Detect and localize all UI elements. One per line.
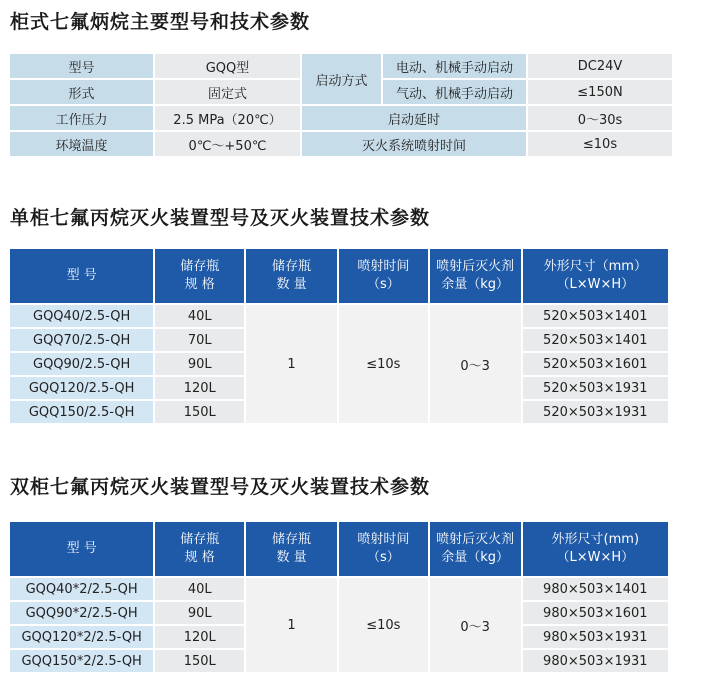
pressure-value: 2.5 MPa（20℃） xyxy=(155,106,300,130)
model-cell: GQQ120*2/2.5-QH xyxy=(10,626,153,648)
residual-cell: 0～3 xyxy=(430,578,521,672)
model-value: GQQ型 xyxy=(155,54,300,78)
section3-title: 双柜七氟丙烷灭火装置型号及灭火装置技术参数 xyxy=(10,476,431,498)
qty-cell: 1 xyxy=(246,305,337,423)
residual-cell: 0～3 xyxy=(430,305,521,423)
form-value: 固定式 xyxy=(155,80,300,104)
volume-cell: 90L xyxy=(155,353,244,375)
section1-title: 柜式七氟炳烷主要型号和技术参数 xyxy=(10,11,311,33)
header-spray-time: 喷射时间 （s） xyxy=(339,522,428,576)
env-temp-label: 环境温度 xyxy=(10,132,153,156)
dimension-cell: 520×503×1601 xyxy=(523,353,668,375)
dimension-cell: 980×503×1931 xyxy=(523,650,668,672)
volume-cell: 70L xyxy=(155,329,244,351)
model-cell: GQQ120/2.5-QH xyxy=(10,377,153,399)
header-cylinder-spec: 储存瓶 规 格 xyxy=(155,522,244,576)
start2-value: ≤150N xyxy=(528,80,672,104)
header-dimensions: 外形尺寸(mm) （L×W×H） xyxy=(523,522,668,576)
table-row xyxy=(10,578,668,600)
dimension-cell: 980×503×1601 xyxy=(523,602,668,624)
start-mode-label: 启动方式 xyxy=(302,54,381,104)
main-specs-table xyxy=(8,52,674,158)
dimension-cell: 980×503×1931 xyxy=(523,626,668,648)
dimension-cell: 980×503×1401 xyxy=(523,578,668,600)
header-model: 型 号 xyxy=(10,249,153,303)
model-cell: GQQ40/2.5-QH xyxy=(10,305,153,327)
dimension-cell: 520×503×1401 xyxy=(523,329,668,351)
header-residual: 喷射后灭火剂 余量（kg） xyxy=(430,522,521,576)
header-spray-time: 喷射时间 （s） xyxy=(339,249,428,303)
start1-label: 电动、机械手动启动 xyxy=(383,54,526,78)
time-cell: ≤10s xyxy=(339,578,428,672)
model-cell: GQQ90/2.5-QH xyxy=(10,353,153,375)
volume-cell: 40L xyxy=(155,578,244,600)
spray-time-value: ≤10s xyxy=(528,132,672,156)
dimension-cell: 520×503×1931 xyxy=(523,377,668,399)
header-model: 型 号 xyxy=(10,522,153,576)
double-cabinet-table xyxy=(8,520,670,674)
pressure-label: 工作压力 xyxy=(10,106,153,130)
volume-cell: 120L xyxy=(155,626,244,648)
env-temp-value: 0℃～+50℃ xyxy=(155,132,300,156)
qty-cell: 1 xyxy=(246,578,337,672)
single-cabinet-table xyxy=(8,247,670,425)
model-cell: GQQ40*2/2.5-QH xyxy=(10,578,153,600)
start1-value: DC24V xyxy=(528,54,672,78)
delay-value: 0～30s xyxy=(528,106,672,130)
volume-cell: 90L xyxy=(155,602,244,624)
form-label: 形式 xyxy=(10,80,153,104)
volume-cell: 40L xyxy=(155,305,244,327)
time-cell: ≤10s xyxy=(339,305,428,423)
start2-label: 气动、机械手动启动 xyxy=(383,80,526,104)
volume-cell: 150L xyxy=(155,401,244,423)
model-label: 型号 xyxy=(10,54,153,78)
model-cell: GQQ70/2.5-QH xyxy=(10,329,153,351)
spray-time-label: 灭火系统喷射时间 xyxy=(302,132,526,156)
header-cylinder-spec: 储存瓶 规 格 xyxy=(155,249,244,303)
header-residual: 喷射后灭火剂 余量（kg） xyxy=(430,249,521,303)
header-cylinder-qty: 储存瓶 数 量 xyxy=(246,249,337,303)
delay-label: 启动延时 xyxy=(302,106,526,130)
model-cell: GQQ150*2/2.5-QH xyxy=(10,650,153,672)
header-cylinder-qty: 储存瓶 数 量 xyxy=(246,522,337,576)
dimension-cell: 520×503×1401 xyxy=(523,305,668,327)
header-dimensions: 外形尺寸（mm） （L×W×H） xyxy=(523,249,668,303)
table-row xyxy=(10,305,668,327)
model-cell: GQQ150/2.5-QH xyxy=(10,401,153,423)
model-cell: GQQ90*2/2.5-QH xyxy=(10,602,153,624)
dimension-cell: 520×503×1931 xyxy=(523,401,668,423)
section2-title: 单柜七氟丙烷灭火装置型号及灭火装置技术参数 xyxy=(10,207,431,229)
volume-cell: 150L xyxy=(155,650,244,672)
volume-cell: 120L xyxy=(155,377,244,399)
